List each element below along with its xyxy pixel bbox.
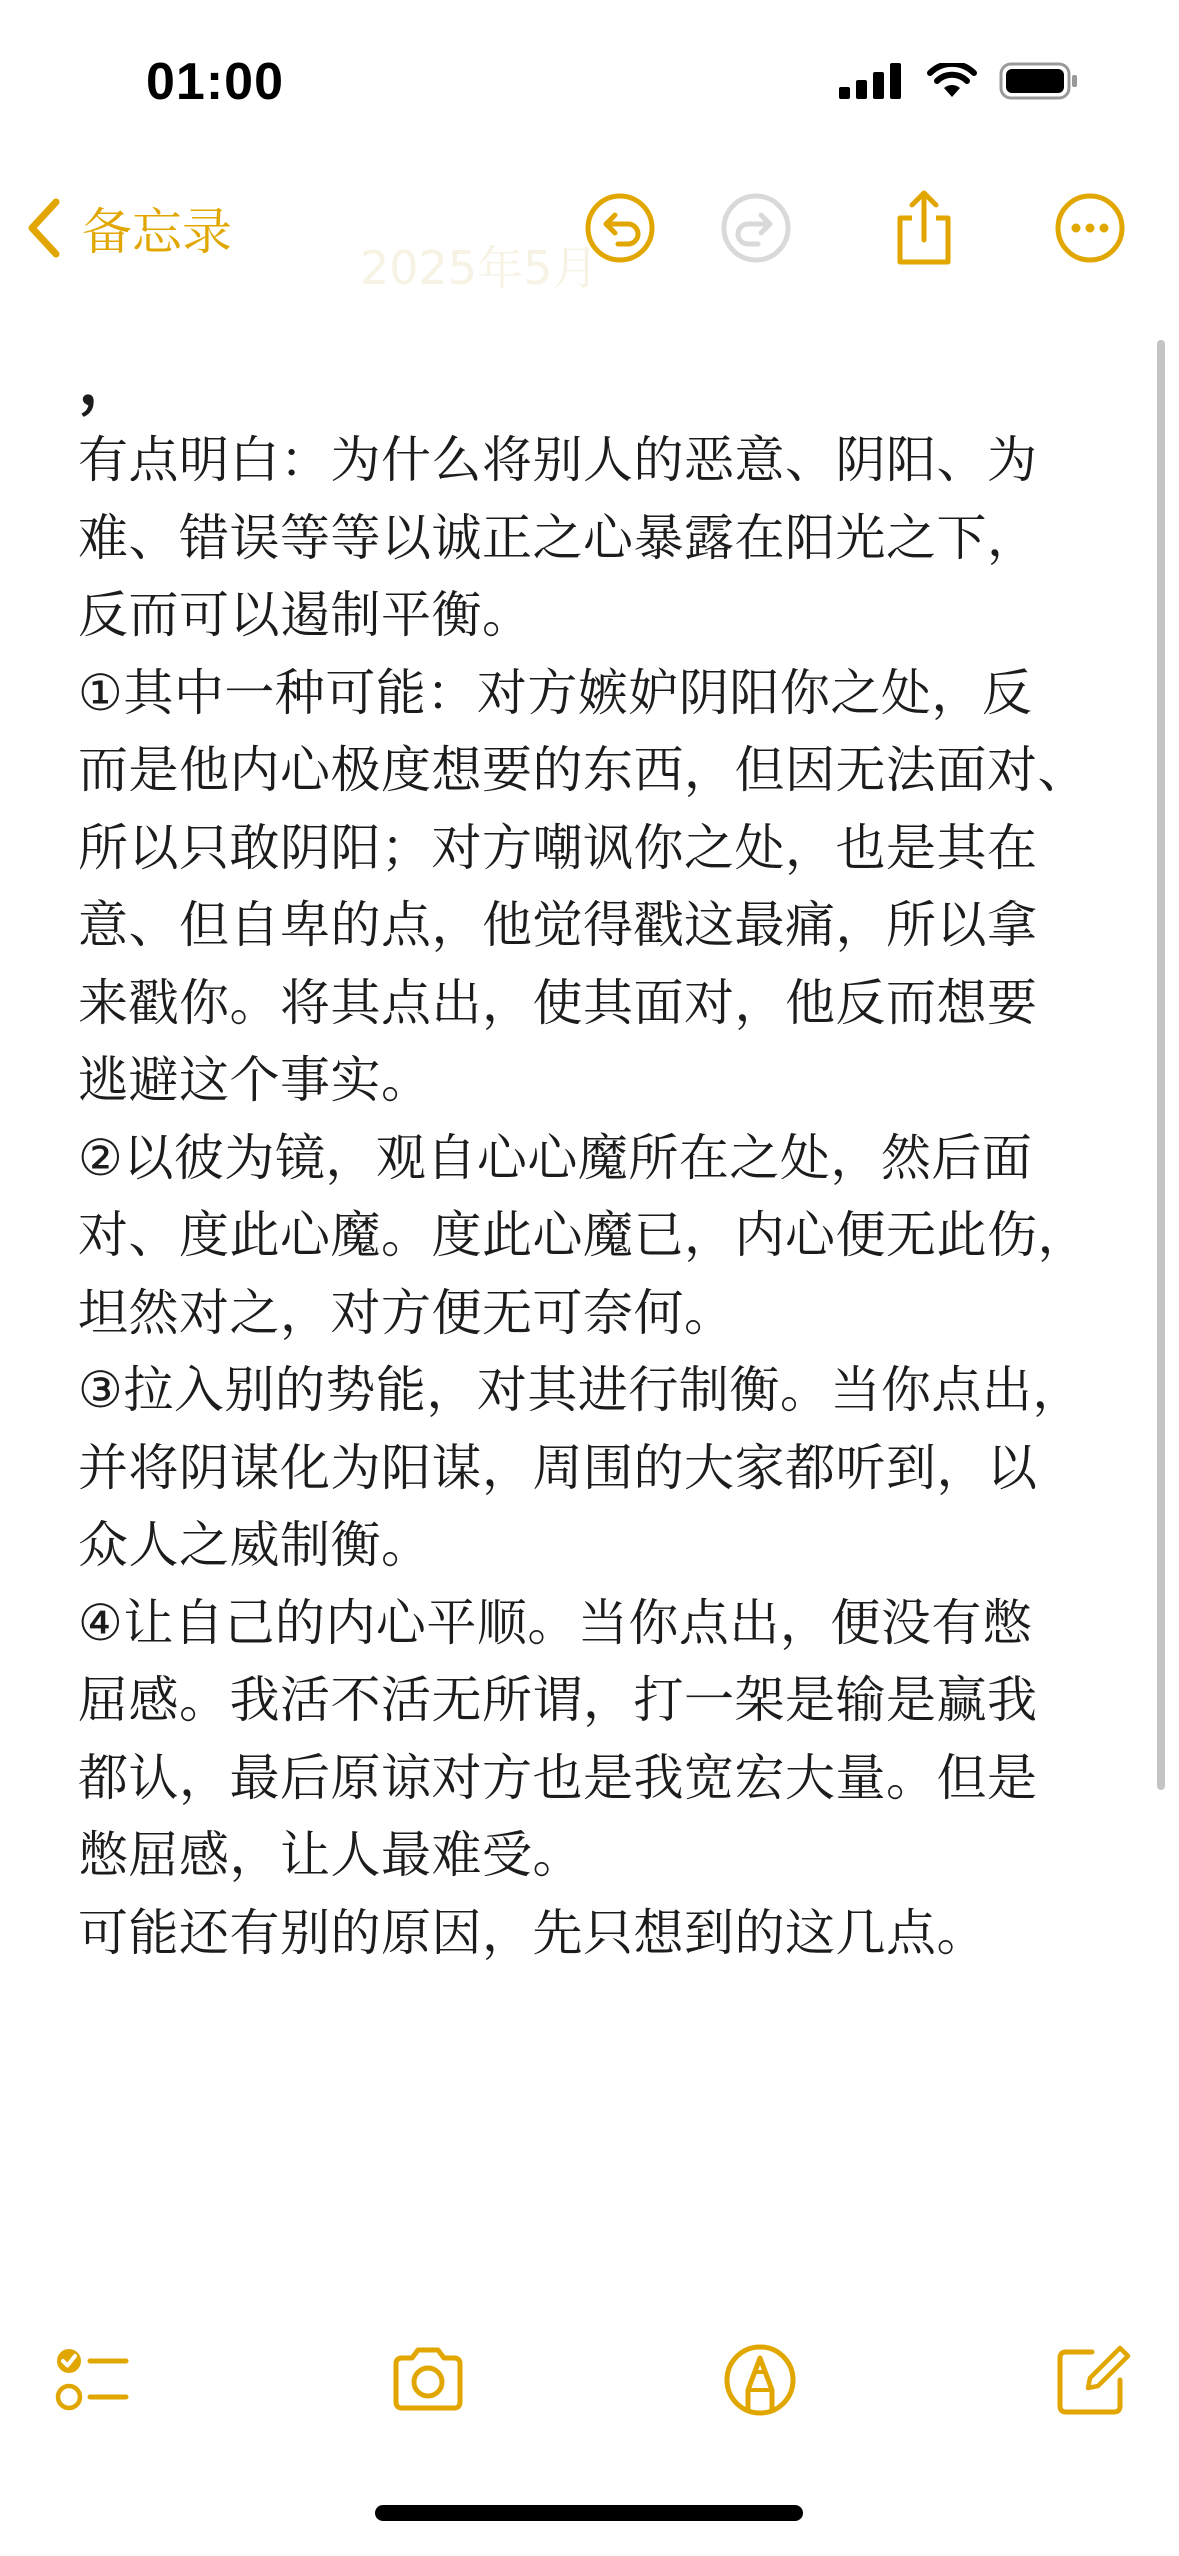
chevron-left-icon [24, 198, 64, 258]
note-line: ④让自己的内心平顺。当你点出，便没有憋 [78, 1593, 1033, 1652]
markup-icon[interactable] [720, 2340, 800, 2420]
note-line: ②以彼为镜，观自心心魔所在之处，然后面 [78, 1128, 1033, 1187]
note-line: 众人之威制衡。 [78, 1516, 432, 1574]
nav-bar [0, 180, 1179, 295]
note-line: 憋屈感，让人最难受。 [78, 1826, 583, 1884]
note-line: 都认，最后原谅对方也是我宽宏大量。但是 [78, 1748, 1038, 1807]
note-line: 所以只敢阴阳；对方嘲讽你之处，也是其在 [78, 818, 1038, 877]
note-line: 坦然对之，对方便无可奈何。 [78, 1283, 735, 1342]
more-icon[interactable] [1052, 190, 1128, 266]
note-line: 并将阴谋化为阳谋，周围的大家都听到，以 [78, 1438, 1038, 1497]
note-leading-punctuation: ， [78, 345, 142, 419]
status-icons [839, 62, 1079, 100]
back-button[interactable] [24, 192, 232, 264]
undo-icon[interactable] [582, 190, 658, 266]
note-line: 意、但自卑的点，他觉得戳这最痛，所以拿 [78, 896, 1038, 954]
note-line: 对、度此心魔。度此心魔已，内心便无此伤， [78, 1206, 1088, 1264]
bottom-toolbar [0, 2330, 1179, 2440]
status-time: 01:00 [146, 53, 284, 111]
cellular-signal-icon [839, 63, 905, 99]
camera-icon[interactable] [388, 2340, 468, 2420]
note-line: 而是他内心极度想要的东西，但因无法面对、 [78, 741, 1088, 799]
note-line: 可能还有别的原因，先只想到的这几点。 [78, 1903, 987, 1962]
note-line: 有点明白：为什么将别人的恶意、阴阳、为 [78, 431, 1038, 489]
note-line: 屈感。我活不活无所谓，打一架是输是赢我 [78, 1671, 1038, 1729]
compose-icon[interactable] [1052, 2340, 1132, 2420]
share-icon[interactable] [886, 190, 962, 266]
checklist-icon[interactable] [52, 2340, 132, 2420]
redo-icon[interactable] [718, 190, 794, 266]
note-body[interactable] [78, 345, 1098, 1972]
back-button-label: 备忘录 [82, 203, 232, 261]
status-bar [0, 0, 1179, 150]
battery-icon [999, 62, 1079, 100]
note-line: 来戳你。将其点出，使其面对，他反而想要 [78, 973, 1038, 1032]
faint-date-label: 2025年5月 [360, 241, 599, 295]
wifi-icon [927, 63, 977, 99]
note-line: 难、错误等等以诚正之心暴露在阳光之下， [78, 508, 1038, 567]
note-line: ①其中一种可能：对方嫉妒阴阳你之处，反 [78, 663, 1033, 722]
note-line: ③拉入别的势能，对其进行制衡。当你点出， [78, 1361, 1083, 1419]
home-indicator[interactable] [375, 2505, 803, 2521]
scroll-indicator[interactable] [1157, 340, 1165, 1790]
note-line: 反而可以遏制平衡。 [78, 586, 533, 644]
note-line: 逃避这个事实。 [78, 1051, 432, 1109]
